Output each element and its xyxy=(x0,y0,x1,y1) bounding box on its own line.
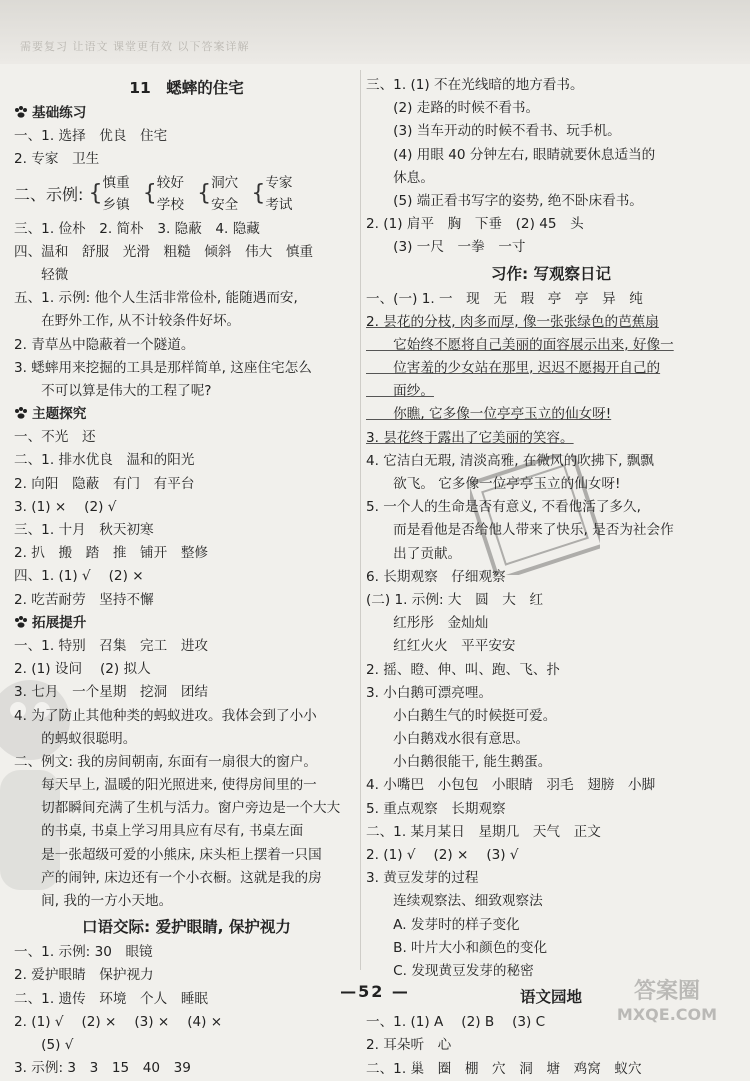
oral-title: 口语交际: 爱护眼睛, 保护视力 xyxy=(82,918,291,937)
brace-item: 专家 xyxy=(265,174,293,191)
answer-row: 一、1. (1) A (2) B (3) C xyxy=(366,1014,546,1031)
answer-row: 3. (1) × (2) √ xyxy=(14,498,117,515)
answer-row: 4. 为了防止其他种类的蚂蚁进攻。我体会到了小小 xyxy=(14,707,317,724)
answer-row: B. 叶片大小和颜色的变化 xyxy=(366,939,548,956)
brace-item: 安全 xyxy=(211,196,239,213)
brace-item: 较好 xyxy=(156,174,184,191)
answer-row: 3. 七月 一个星期 挖洞 团结 xyxy=(14,684,209,701)
lesson-title: 11 蟋蟀的住宅 xyxy=(129,79,244,97)
brace-group: { 慎重 乡镇 xyxy=(89,172,130,218)
answer-row: 3. 示例: 3 3 15 40 39 xyxy=(14,1060,191,1077)
right-column xyxy=(366,74,736,1081)
answer-row: 三、1. 十月 秋天初寒 xyxy=(14,522,154,538)
answer-row: 三、1. (1) 不在光线暗的地方看书。 xyxy=(366,77,584,93)
answer-row: 产的闹钟, 床边还有一个小衣橱。这就是我的房 xyxy=(14,869,322,886)
answer-row: 一、1. 示例: 30 眼镜 xyxy=(14,944,153,961)
extend-label: 拓展提升 xyxy=(32,614,87,631)
answer-row: C. 发现黄豆发芽的秘密 xyxy=(366,962,534,979)
answer-row: 小白鹅很能干, 能生鹅蛋。 xyxy=(366,754,552,771)
watermark-url: MXQE.COM xyxy=(616,1005,718,1024)
brace-lead: 二、示例: xyxy=(14,184,84,204)
answer-row-underlined: 位害羞的少女站在那里, 迟迟不愿揭开自己的 xyxy=(366,360,661,377)
answer-row: 每天早上, 温暖的阳光照进来, 使得房间里的一 xyxy=(14,777,317,794)
answer-row: 二、1. 巢 圈 棚 穴 洞 塘 鸡窝 蚁穴 xyxy=(366,1060,642,1077)
answer-row-underlined: 它始终不愿将自己美丽的面容展示出来, 好像一 xyxy=(366,336,674,353)
header-strip-text: 需要复习 让语文 课堂更有效 以下答案详解 xyxy=(20,40,250,53)
answer-row: 红红火火 平平安安 xyxy=(366,638,516,655)
answer-row: 欲飞。 它多像一位亭亭玉立的仙女呀! xyxy=(366,476,621,492)
answer-row: 小白鹅戏水很有意思。 xyxy=(366,731,530,748)
brace-group: { 洞穴 安全 xyxy=(197,172,238,218)
answer-row: 二、1. 排水优良 温和的阳光 xyxy=(14,452,195,469)
answer-row: 5. 重点观察 长期观察 xyxy=(366,800,506,817)
answer-row: 休息。 xyxy=(366,169,434,186)
writing-title: 习作: 写观察日记 xyxy=(490,264,612,283)
answer-row: 小白鹅生气的时候挺可爱。 xyxy=(366,707,557,724)
extend-heading xyxy=(14,612,359,635)
answer-row: 2. 专家 卫生 xyxy=(14,151,100,168)
answer-row: 不可以算是伟大的工程了呢? xyxy=(14,382,212,399)
answer-row: (3) 当车开动的时候不看书、玩手机。 xyxy=(366,123,621,140)
watermark-text: 答案圈 xyxy=(633,979,701,1004)
brace-group: { 较好 学校 xyxy=(143,172,184,218)
answer-row-underlined: 2. 昙花的分枝, 肉多而厚, 像一张张绿色的芭蕉扇 xyxy=(366,313,659,330)
paw-icon xyxy=(14,106,28,118)
paw-icon xyxy=(14,407,28,419)
answer-row: 3. 蟋蟀用来挖掘的工具是那样简单, 这座住宅怎么 xyxy=(14,359,312,376)
answer-row: 间, 我的一方小天地。 xyxy=(14,893,173,909)
answer-row: 轻微 xyxy=(14,266,69,283)
answer-row: 2. (1) 肩平 胸 下垂 (2) 45 头 xyxy=(366,216,584,233)
answer-row: 2. (1) √ (2) × (3) × (4) × xyxy=(14,1013,223,1030)
brace-answer-row xyxy=(14,172,359,218)
answer-row: 五、1. 示例: 他个人生活非常俭朴, 能随遇而安, xyxy=(14,290,298,307)
answer-row: 3. 黄豆发芽的过程 xyxy=(366,870,479,887)
answer-row: 出了贡献。 xyxy=(366,545,462,562)
garden-title: 语文园地 xyxy=(519,988,582,1007)
answer-row: 2. 耳朵听 心 xyxy=(366,1037,452,1054)
answer-row: (3) 一尺 一拳 一寸 xyxy=(366,239,526,256)
page-number: —52 — xyxy=(340,982,410,1001)
answer-row: 6. 长期观察 仔细观察 xyxy=(366,568,506,585)
answer-row: 2. (1) √ (2) × (3) √ xyxy=(366,847,519,863)
answer-row: 3. 小白鹅可漂亮哩。 xyxy=(366,684,493,701)
answer-row: 的蚂蚁很聪明。 xyxy=(14,730,137,747)
brace-item: 洞穴 xyxy=(211,174,239,191)
answer-row: 是一张超级可爱的小熊床, 床头柜上摆着一只国 xyxy=(14,846,322,863)
answer-row: 一、不光 还 xyxy=(14,429,96,446)
answer-row: 4. 它洁白无瑕, 清淡高雅, 在微风的吹拂下, 飘飘 xyxy=(366,452,654,469)
answer-row-underlined: 面纱。 xyxy=(366,383,434,400)
answer-row: 二、1. 遗传 环境 个人 睡眠 xyxy=(14,990,209,1007)
answer-row: 2. 吃苦耐劳 坚持不懈 xyxy=(14,591,154,608)
brace-item: 考试 xyxy=(265,196,293,213)
top-strip xyxy=(0,0,750,64)
answer-row: (5) 端正看书写字的姿势, 绝不卧床看书。 xyxy=(366,192,643,209)
answer-row: (2) 走路的时候不看书。 xyxy=(366,100,540,117)
answer-row: A. 发芽时的样子变化 xyxy=(366,916,520,933)
answer-row: 一、1. 选择 优良 住宅 xyxy=(14,128,168,145)
answer-row: 连续观察法、细致观察法 xyxy=(366,893,543,910)
basic-practice-label: 基础练习 xyxy=(32,105,87,121)
answer-row: 四、温和 舒服 光滑 粗糙 倾斜 伟大 慎重 xyxy=(14,243,314,260)
answer-row-underlined: 3. 昙花终于露出了它美丽的笑容。 xyxy=(366,429,574,446)
paw-icon xyxy=(14,616,28,628)
brace-item: 学校 xyxy=(156,196,184,213)
basic-practice-heading xyxy=(14,102,359,125)
answer-row: 一、(一) 1. 一 现 无 瑕 亭 亭 异 纯 xyxy=(366,290,643,307)
answer-row-underlined: 你瞧, 它多像一位亭亭玉立的仙女呀! xyxy=(366,406,612,423)
brace-item: 乡镇 xyxy=(102,196,130,213)
column-divider xyxy=(360,70,361,970)
brace-item: 慎重 xyxy=(102,174,130,191)
answer-row: 2. 爱护眼睛 保护视力 xyxy=(14,967,154,984)
answer-row: (4) 用眼 40 分钟左右, 眼睛就要休息适当的 xyxy=(366,146,656,163)
left-column xyxy=(14,74,359,1080)
answer-row: 切都瞬间充满了生机与活力。窗户旁边是一个大大 xyxy=(14,800,341,817)
answer-row: 2. 扒 搬 踏 推 铺开 整修 xyxy=(14,545,209,562)
answer-row: (5) √ xyxy=(14,1036,74,1053)
explore-label: 主题探究 xyxy=(32,406,87,423)
answer-row: 2. 青草丛中隐蔽着一个隧道。 xyxy=(14,336,195,353)
answer-row: 2. 摇、瞪、伸、叫、跑、飞、扑 xyxy=(366,661,561,678)
answer-row: 二、例文: 我的房间朝南, 东面有一扇很大的窗户。 xyxy=(14,753,318,770)
answer-row: 2. 向阳 隐蔽 有门 有平台 xyxy=(14,475,195,492)
answer-row: 三、1. 俭朴 2. 简朴 3. 隐蔽 4. 隐藏 xyxy=(14,220,260,237)
answer-row: 四、1. (1) √ (2) × xyxy=(14,568,144,585)
answer-row: 而是看他是否给他人带来了快乐, 是否为社会作 xyxy=(366,522,674,539)
watermark-logo xyxy=(592,974,742,1024)
answer-row: 在野外工作, 从不计较条件好坏。 xyxy=(14,313,241,330)
answer-row: 一、1. 特别 召集 完工 进攻 xyxy=(14,637,209,654)
answer-row: 5. 一个人的生命是否有意义, 不看他活了多久, xyxy=(366,499,641,516)
answer-row: 二、1. 某月某日 星期几 天气 正文 xyxy=(366,823,601,840)
explore-heading xyxy=(14,403,359,426)
brace-group: { 专家 考试 xyxy=(251,172,292,218)
answer-row: 2. (1) 设问 (2) 拟人 xyxy=(14,661,151,678)
answer-row: 红彤彤 金灿灿 xyxy=(366,615,489,632)
answer-row: (二) 1. 示例: 大 圆 大 红 xyxy=(366,591,544,608)
answer-row: 的书桌, 书桌上学习用具应有尽有, 书桌左面 xyxy=(14,823,304,840)
answer-row: 4. 小嘴巴 小包包 小眼睛 羽毛 翅膀 小脚 xyxy=(366,777,656,794)
